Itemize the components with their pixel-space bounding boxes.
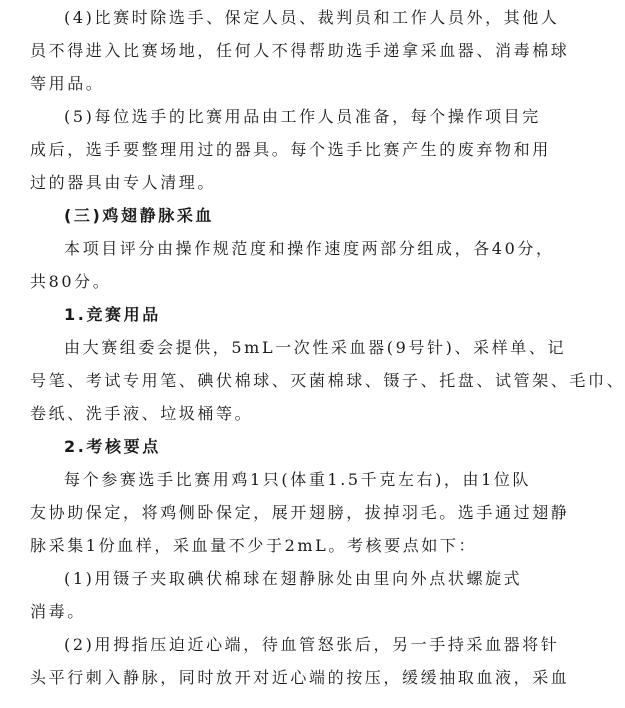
section-heading-chicken-wing-vein: (三)鸡翅静脉采血 — [64, 206, 215, 225]
rule5-line2: 成后，选手要整理用过的器具。每个选手比赛产生的废弃物和用 — [30, 140, 551, 159]
step1-line1: (1)用镊子夹取碘伏棉球在翅静脉处由里向外点状螺旋式 — [64, 569, 523, 588]
step1-line2: 消毒。 — [30, 602, 86, 621]
step2-line2: 头平行刺入静脉，同时放开对近心端的按压，缓缓抽取血液，采血 — [30, 668, 570, 687]
rule4-line2: 员不得进入比赛场地，任何人不得帮助选手递拿采血器、消毒棉球 — [30, 41, 570, 60]
rule4-line3: 等用品。 — [30, 74, 105, 93]
supplies-line1: 由大赛组委会提供，5mL一次性采血器(9号针)、采样单、记 — [64, 338, 567, 357]
keypoints-line2: 友协助保定，将鸡侧卧保定，展开翅膀，拔掉羽毛。选手通过翅静 — [30, 503, 570, 522]
step2-line1: (2)用拇指压迫近心端，待血管怒张后，另一手持采血器将针 — [64, 635, 560, 654]
scoring-line1: 本项目评分由操作规范度和操作速度两部分组成，各40分， — [64, 239, 555, 258]
keypoints-line1: 每个参赛选手比赛用鸡1只(体重1.5千克左右)，由1位队 — [64, 470, 532, 489]
rule4-line1: (4)比赛时除选手、保定人员、裁判员和工作人员外，其他人 — [64, 8, 560, 27]
supplies-line2: 号笔、考试专用笔、碘伏棉球、灭菌棉球、镊子、托盘、试管架、毛巾、 — [30, 371, 625, 390]
scoring-line2: 共80分。 — [30, 272, 112, 291]
subheading-key-points: 2.考核要点 — [64, 437, 161, 456]
keypoints-line3: 脉采集1份血样，采血量不少于2mL。考核要点如下： — [30, 536, 478, 555]
subheading-supplies: 1.竞赛用品 — [64, 305, 161, 324]
supplies-line3: 卷纸、洗手液、垃圾桶等。 — [30, 404, 254, 423]
rule5-line1: (5)每位选手的比赛用品由工作人员准备，每个操作项目完 — [64, 107, 541, 126]
rule5-line3: 过的器具由专人清理。 — [30, 173, 217, 192]
